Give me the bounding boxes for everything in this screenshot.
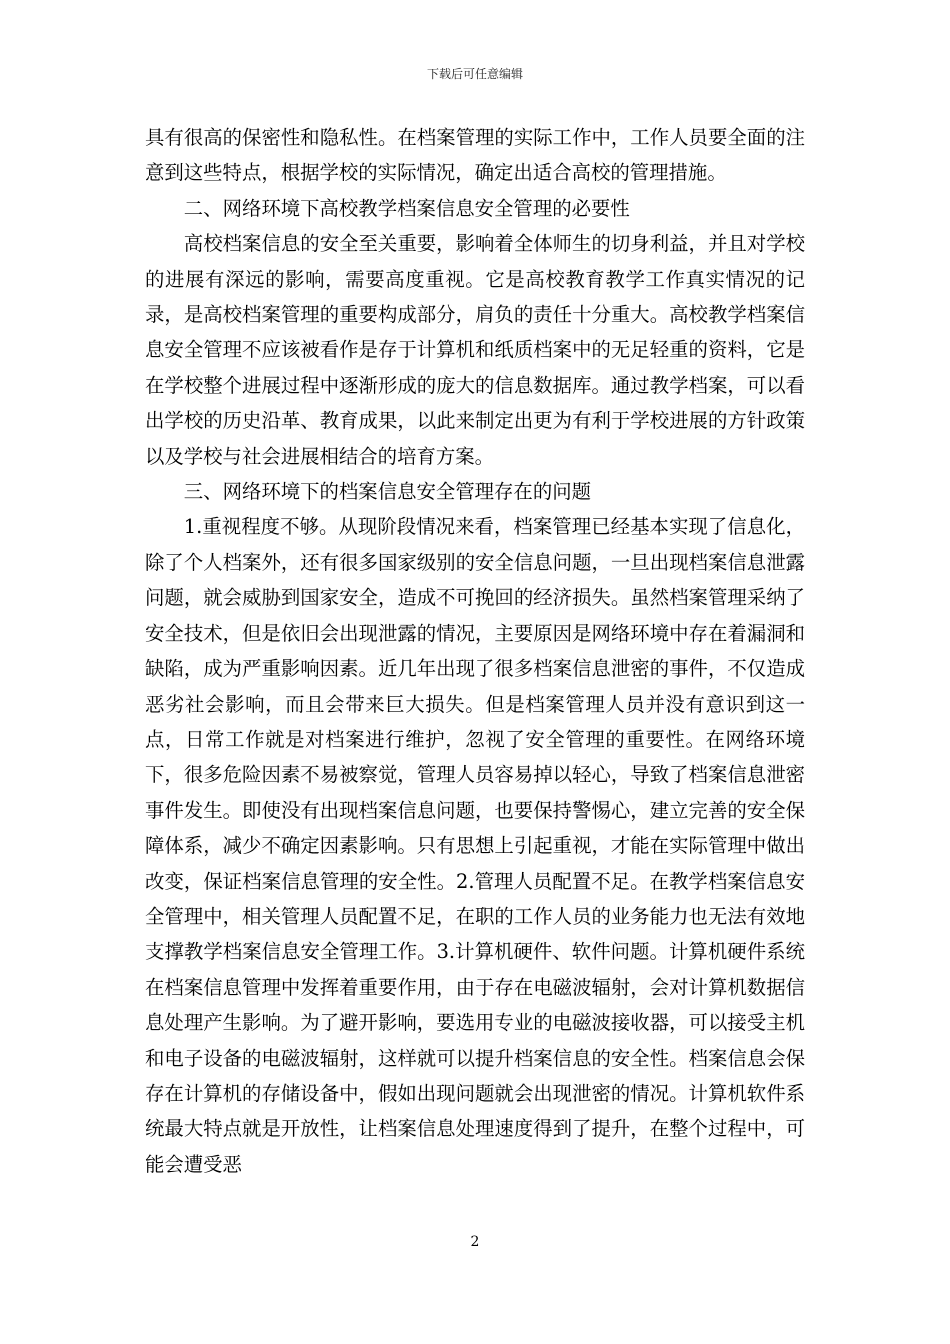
paragraph-continuation: 具有很高的保密性和隐私性。在档案管理的实际工作中，工作人员要全面的注意到这些特点，根据学校的实际情况，确定出适合高校的管理措施。 xyxy=(145,126,805,185)
page-number: 2 xyxy=(470,1234,480,1250)
section-heading-3: 三、网络环境下的档案信息安全管理存在的问题 xyxy=(183,480,591,504)
paragraph-necessity: 高校档案信息的安全至关重要，影响着全体师生的切身利益，并且对学校的进展有深远的影响，需要高度重视。它是高校教育教学工作真实情况的记录，是高校档案管理的重要构成部分，肩负的责任十分重大。高校教学档案信息安全管理不应该被看作是存于计算机和纸质档案中的无足轻重的资料，它是在学校整个进展过程中逐渐形成的庞大的信息数据库。通过教学档案，可以看出学校的历史沿革、教育成果，以此来制定出更为有利于学校进展的方针政策以及学校与社会进展相结合的培育方案。 xyxy=(145,232,805,468)
document-body xyxy=(145,120,805,1182)
paragraph-problems: 1.重视程度不够。从现阶段情况来看，档案管理已经基本实现了信息化，除了个人档案外，还有很多国家级别的安全信息问题，一旦出现档案信息泄露问题，就会威胁到国家安全，造成不可挽回的经济损失。虽然档案管理采纳了安全技术，但是依旧会出现泄露的情况，主要原因是网络环境中存在着漏洞和缺陷，成为严重影响因素。近几年出现了很多档案信息泄密的事件，不仅造成恶劣社会影响，而且会带来巨大损失。但是档案管理人员并没有意识到这一点，日常工作就是对档案进行维护，忽视了安全管理的重要性。在网络环境下，很多危险因素不易被察觉，管理人员容易掉以轻心，导致了档案信息泄密事件发生。即使没有出现档案信息问题，也要保持警惕心，建立完善的安全保障体系，减少不确定因素影响。只有思想上引起重视，才能在实际管理中做出改变，保证档案信息管理的安全性。2.管理人员配置不足。在教学档案信息安全管理中，相关管理人员配置不足，在职的工作人员的业务能力也无法有效地支撑教学档案信息安全管理工作。3.计算机硬件、软件问题。计算机硬件系统在档案信息管理中发挥着重要作用，由于存在电磁波辐射，会对计算机数据信息处理产生影响。为了避开影响，要选用专业的电磁波接收器，可以接受主机和电子设备的电磁波辐射，这样就可以提升档案信息的安全性。档案信息会保存在计算机的存储设备中，假如出现问题就会出现泄密的情况。计算机软件系统最大特点就是开放性，让档案信息处理速度得到了提升，在整个过程中，可能会遭受恶 xyxy=(145,515,805,1176)
page-header: 下载后可任意编辑 xyxy=(426,67,523,81)
section-heading-2: 二、网络环境下高校教学档案信息安全管理的必要性 xyxy=(183,196,630,220)
